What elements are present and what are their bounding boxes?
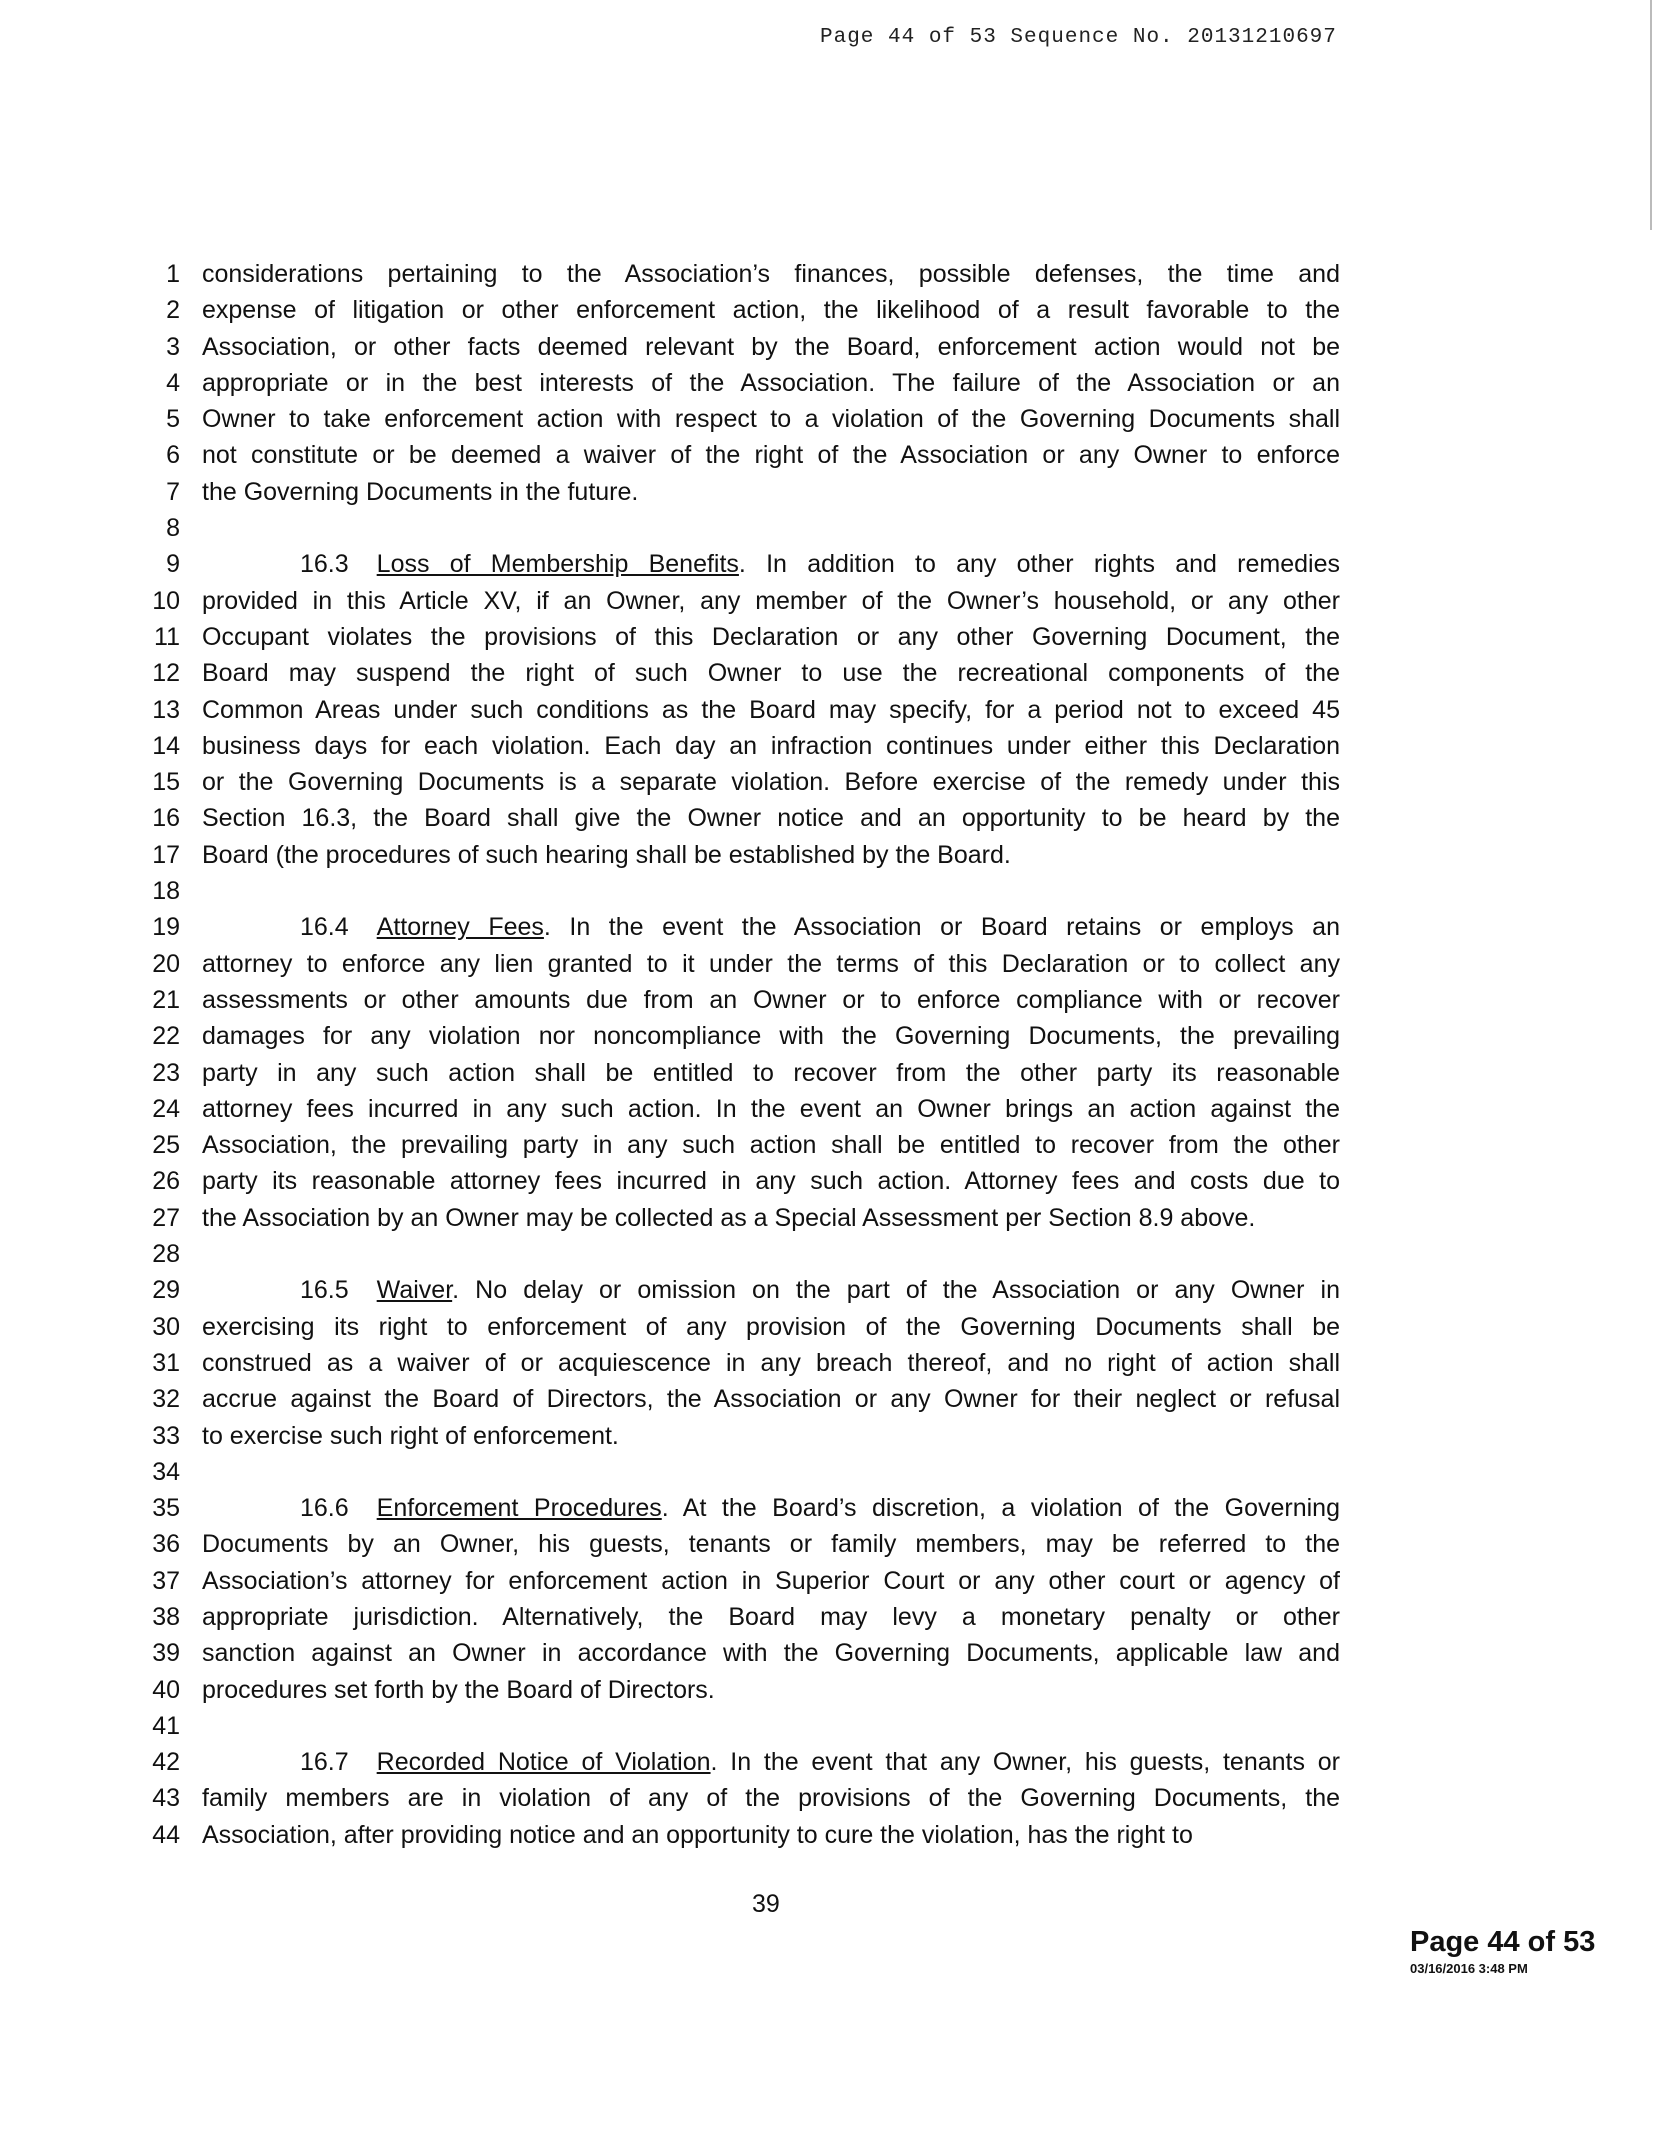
line-text: Association, or other facts deemed relevant by the Board, enforcement action would not be: [202, 332, 1340, 361]
line-text: [300, 1744, 1340, 1780]
line-number: 15: [152, 768, 180, 797]
line-text: party its reasonable attorney fees incurred in any such action. Attorney fees and costs due to: [202, 1167, 1340, 1196]
document-body: [150, 256, 1340, 1853]
line-text: [300, 546, 1340, 582]
line-number: 31: [152, 1348, 180, 1377]
line-number: 34: [152, 1457, 180, 1486]
footer-page-count: Page 44 of 53: [1410, 1926, 1596, 1958]
document-line: [150, 1672, 1340, 1708]
line-text: Association, the prevailing party in any such action shall be entitled to recover from the other: [202, 1131, 1340, 1160]
section-title: Attorney Fees: [376, 913, 544, 942]
line-text: family members are in violation of any of the provisions of the Governing Documents, the: [202, 1784, 1340, 1813]
line-number: 41: [152, 1711, 180, 1740]
document-line: [150, 1055, 1340, 1091]
document-line: [150, 1091, 1340, 1127]
line-number: 36: [152, 1530, 180, 1559]
section-title: Enforcement Procedures: [376, 1494, 662, 1523]
document-line: [150, 546, 1340, 582]
document-line: [150, 1163, 1340, 1199]
line-number: 20: [152, 949, 180, 978]
document-line: [150, 1418, 1340, 1454]
document-line: [150, 474, 1340, 510]
document-line: [150, 1272, 1340, 1308]
line-number: 19: [152, 913, 180, 942]
line-text: construed as a waiver of or acquiescence in any breach thereof, and no right of action shall: [202, 1348, 1340, 1377]
line-number: 22: [152, 1022, 180, 1051]
document-line: [150, 1236, 1340, 1272]
line-number: 21: [152, 985, 180, 1014]
line-number: 10: [152, 586, 180, 615]
line-number: 27: [152, 1203, 180, 1232]
footer-stamp: [1410, 1926, 1595, 1976]
line-number: 44: [152, 1820, 180, 1849]
line-text: appropriate or in the best interests of the Association. The failure of the Association or an: [202, 368, 1340, 397]
document-line: [150, 1563, 1340, 1599]
line-number: 28: [152, 1240, 180, 1269]
section-text: . At the Board’s discretion, a violation of the Governing: [661, 1494, 1340, 1523]
line-text: Association, after providing notice and an opportunity to cure the violation, has the right to: [202, 1820, 1193, 1849]
page-number: 39: [752, 1890, 780, 1918]
document-line: [150, 982, 1340, 1018]
line-text: attorney to enforce any lien granted to it under the terms of this Declaration or to collect any: [202, 949, 1340, 978]
document-line: [150, 1599, 1340, 1635]
line-text: appropriate jurisdiction. Alternatively, the Board may levy a monetary penalty or other: [202, 1602, 1340, 1631]
line-number: 11: [154, 622, 180, 651]
document-line: [150, 1381, 1340, 1417]
line-text: Association’s attorney for enforcement action in Superior Court or any other court or agency of: [202, 1566, 1340, 1595]
line-number: 25: [152, 1131, 180, 1160]
line-number: 39: [152, 1639, 180, 1668]
line-number: 26: [152, 1167, 180, 1196]
section-title: Loss of Membership Benefits: [376, 550, 739, 579]
line-number: 40: [152, 1675, 180, 1704]
line-text: not constitute or be deemed a waiver of the right of the Association or any Owner to enforce: [202, 441, 1340, 470]
line-text: assessments or other amounts due from an Owner or to enforce compliance with or recover: [202, 985, 1340, 1014]
section-text: . In the event the Association or Board retains or employs an: [543, 913, 1340, 942]
document-line: [150, 1454, 1340, 1490]
section-text: . In the event that any Owner, his guests, tenants or: [710, 1748, 1340, 1777]
document-line: [150, 619, 1340, 655]
line-number: 8: [166, 514, 180, 543]
document-line: [150, 437, 1340, 473]
line-text: Section 16.3, the Board shall give the Owner notice and an opportunity to be heard by the: [202, 804, 1340, 833]
line-number: 5: [166, 405, 180, 434]
line-text: [300, 1272, 1340, 1308]
line-text: procedures set forth by the Board of Directors.: [202, 1675, 715, 1704]
line-number: 13: [152, 695, 180, 724]
line-number: 2: [166, 296, 180, 325]
line-text: Occupant violates the provisions of this Declaration or any other Governing Document, the: [202, 622, 1340, 651]
footer-timestamp: 03/16/2016 3:48 PM: [1410, 1961, 1528, 1976]
line-number: 14: [152, 731, 180, 760]
line-number: 7: [166, 477, 180, 506]
line-text: Board may suspend the right of such Owner to use the recreational components of the: [202, 659, 1340, 688]
section-number: 16.5: [300, 1276, 349, 1305]
document-line: [150, 1817, 1340, 1853]
line-text: Common Areas under such conditions as the Board may specify, for a period not to exceed 45: [202, 695, 1340, 724]
line-text: [300, 909, 1340, 945]
document-line: [150, 1018, 1340, 1054]
line-number: 35: [152, 1494, 180, 1523]
line-number: 30: [152, 1312, 180, 1341]
section-text: . No delay or omission on the part of the Association or any Owner in: [452, 1276, 1340, 1305]
document-line: [150, 728, 1340, 764]
line-text: [300, 1490, 1340, 1526]
line-text: Board (the procedures of such hearing shall be established by the Board.: [202, 840, 1011, 869]
document-line: [150, 510, 1340, 546]
document-line: [150, 583, 1340, 619]
line-text: provided in this Article XV, if an Owner, any member of the Owner’s household, or any other: [202, 586, 1340, 615]
line-text: accrue against the Board of Directors, the Association or any Owner for their neglect or refusal: [202, 1385, 1340, 1414]
document-line: [150, 655, 1340, 691]
line-text: sanction against an Owner in accordance with the Governing Documents, applicable law and: [202, 1639, 1340, 1668]
line-text: attorney fees incurred in any such action. In the event an Owner brings an action against the: [202, 1094, 1340, 1123]
line-number: 38: [152, 1602, 180, 1631]
line-number: 32: [152, 1385, 180, 1414]
line-number: 43: [152, 1784, 180, 1813]
document-line: [150, 1490, 1340, 1526]
line-text: exercising its right to enforcement of any provision of the Governing Documents shall be: [202, 1312, 1340, 1341]
line-text: Owner to take enforcement action with respect to a violation of the Governing Documents shall: [202, 405, 1340, 434]
line-number: 1: [166, 260, 180, 288]
document-line: [150, 1200, 1340, 1236]
document-line: [150, 1635, 1340, 1671]
line-number: 23: [152, 1058, 180, 1087]
document-line: [150, 837, 1340, 873]
line-number: 4: [166, 368, 180, 397]
section-title: Waiver: [376, 1276, 453, 1305]
line-text: business days for each violation. Each day an infraction continues under either this Declaration: [202, 731, 1340, 760]
document-line: [150, 946, 1340, 982]
document-line: [150, 1708, 1340, 1744]
page-header: Page 44 of 53 Sequence No. 20131210697: [820, 26, 1337, 49]
line-number: 9: [166, 550, 180, 579]
line-text: expense of litigation or other enforcement action, the likelihood of a result favorable to the: [202, 296, 1340, 325]
document-line: [150, 365, 1340, 401]
line-text: the Governing Documents in the future.: [202, 477, 639, 506]
section-number: 16.3: [300, 550, 349, 579]
document-line: [150, 1127, 1340, 1163]
line-number: 29: [152, 1276, 180, 1305]
document-line: [150, 692, 1340, 728]
section-number: 16.7: [300, 1748, 349, 1777]
line-number: 18: [152, 877, 180, 906]
line-text: to exercise such right of enforcement.: [202, 1421, 619, 1450]
line-number: 16: [152, 804, 180, 833]
document-line: [150, 1744, 1340, 1780]
line-number: 24: [152, 1094, 180, 1123]
document-line: [150, 292, 1340, 328]
document-line: [150, 256, 1340, 292]
scan-edge-line: [1650, 0, 1652, 230]
document-line: [150, 401, 1340, 437]
section-number: 16.6: [300, 1494, 349, 1523]
document-line: [150, 329, 1340, 365]
line-number: 42: [152, 1748, 180, 1777]
line-text: damages for any violation nor noncompliance with the Governing Documents, the prevailing: [202, 1022, 1340, 1051]
document-line: [150, 909, 1340, 945]
line-text: the Association by an Owner may be collected as a Special Assessment per Section 8.9 above.: [202, 1203, 1256, 1232]
line-text: party in any such action shall be entitled to recover from the other party its reasonable: [202, 1058, 1340, 1087]
line-number: 6: [166, 441, 180, 470]
line-text: Documents by an Owner, his guests, tenants or family members, may be referred to the: [202, 1530, 1340, 1559]
document-line: [150, 1780, 1340, 1816]
document-line: [150, 1526, 1340, 1562]
section-number: 16.4: [300, 913, 349, 942]
line-text: considerations pertaining to the Association’s finances, possible defenses, the time and: [202, 260, 1340, 288]
document-line: [150, 800, 1340, 836]
document-line: [150, 873, 1340, 909]
line-number: 37: [152, 1566, 180, 1595]
document-line: [150, 1345, 1340, 1381]
document-line: [150, 1309, 1340, 1345]
section-title: Recorded Notice of Violation: [376, 1748, 711, 1777]
line-number: 3: [166, 332, 180, 361]
section-text: . In addition to any other rights and remedies: [738, 550, 1340, 579]
line-number: 17: [152, 840, 180, 869]
line-number: 33: [152, 1421, 180, 1450]
line-number: 12: [152, 659, 180, 688]
line-text: or the Governing Documents is a separate violation. Before exercise of the remedy under this: [202, 768, 1340, 797]
document-line: [150, 764, 1340, 800]
